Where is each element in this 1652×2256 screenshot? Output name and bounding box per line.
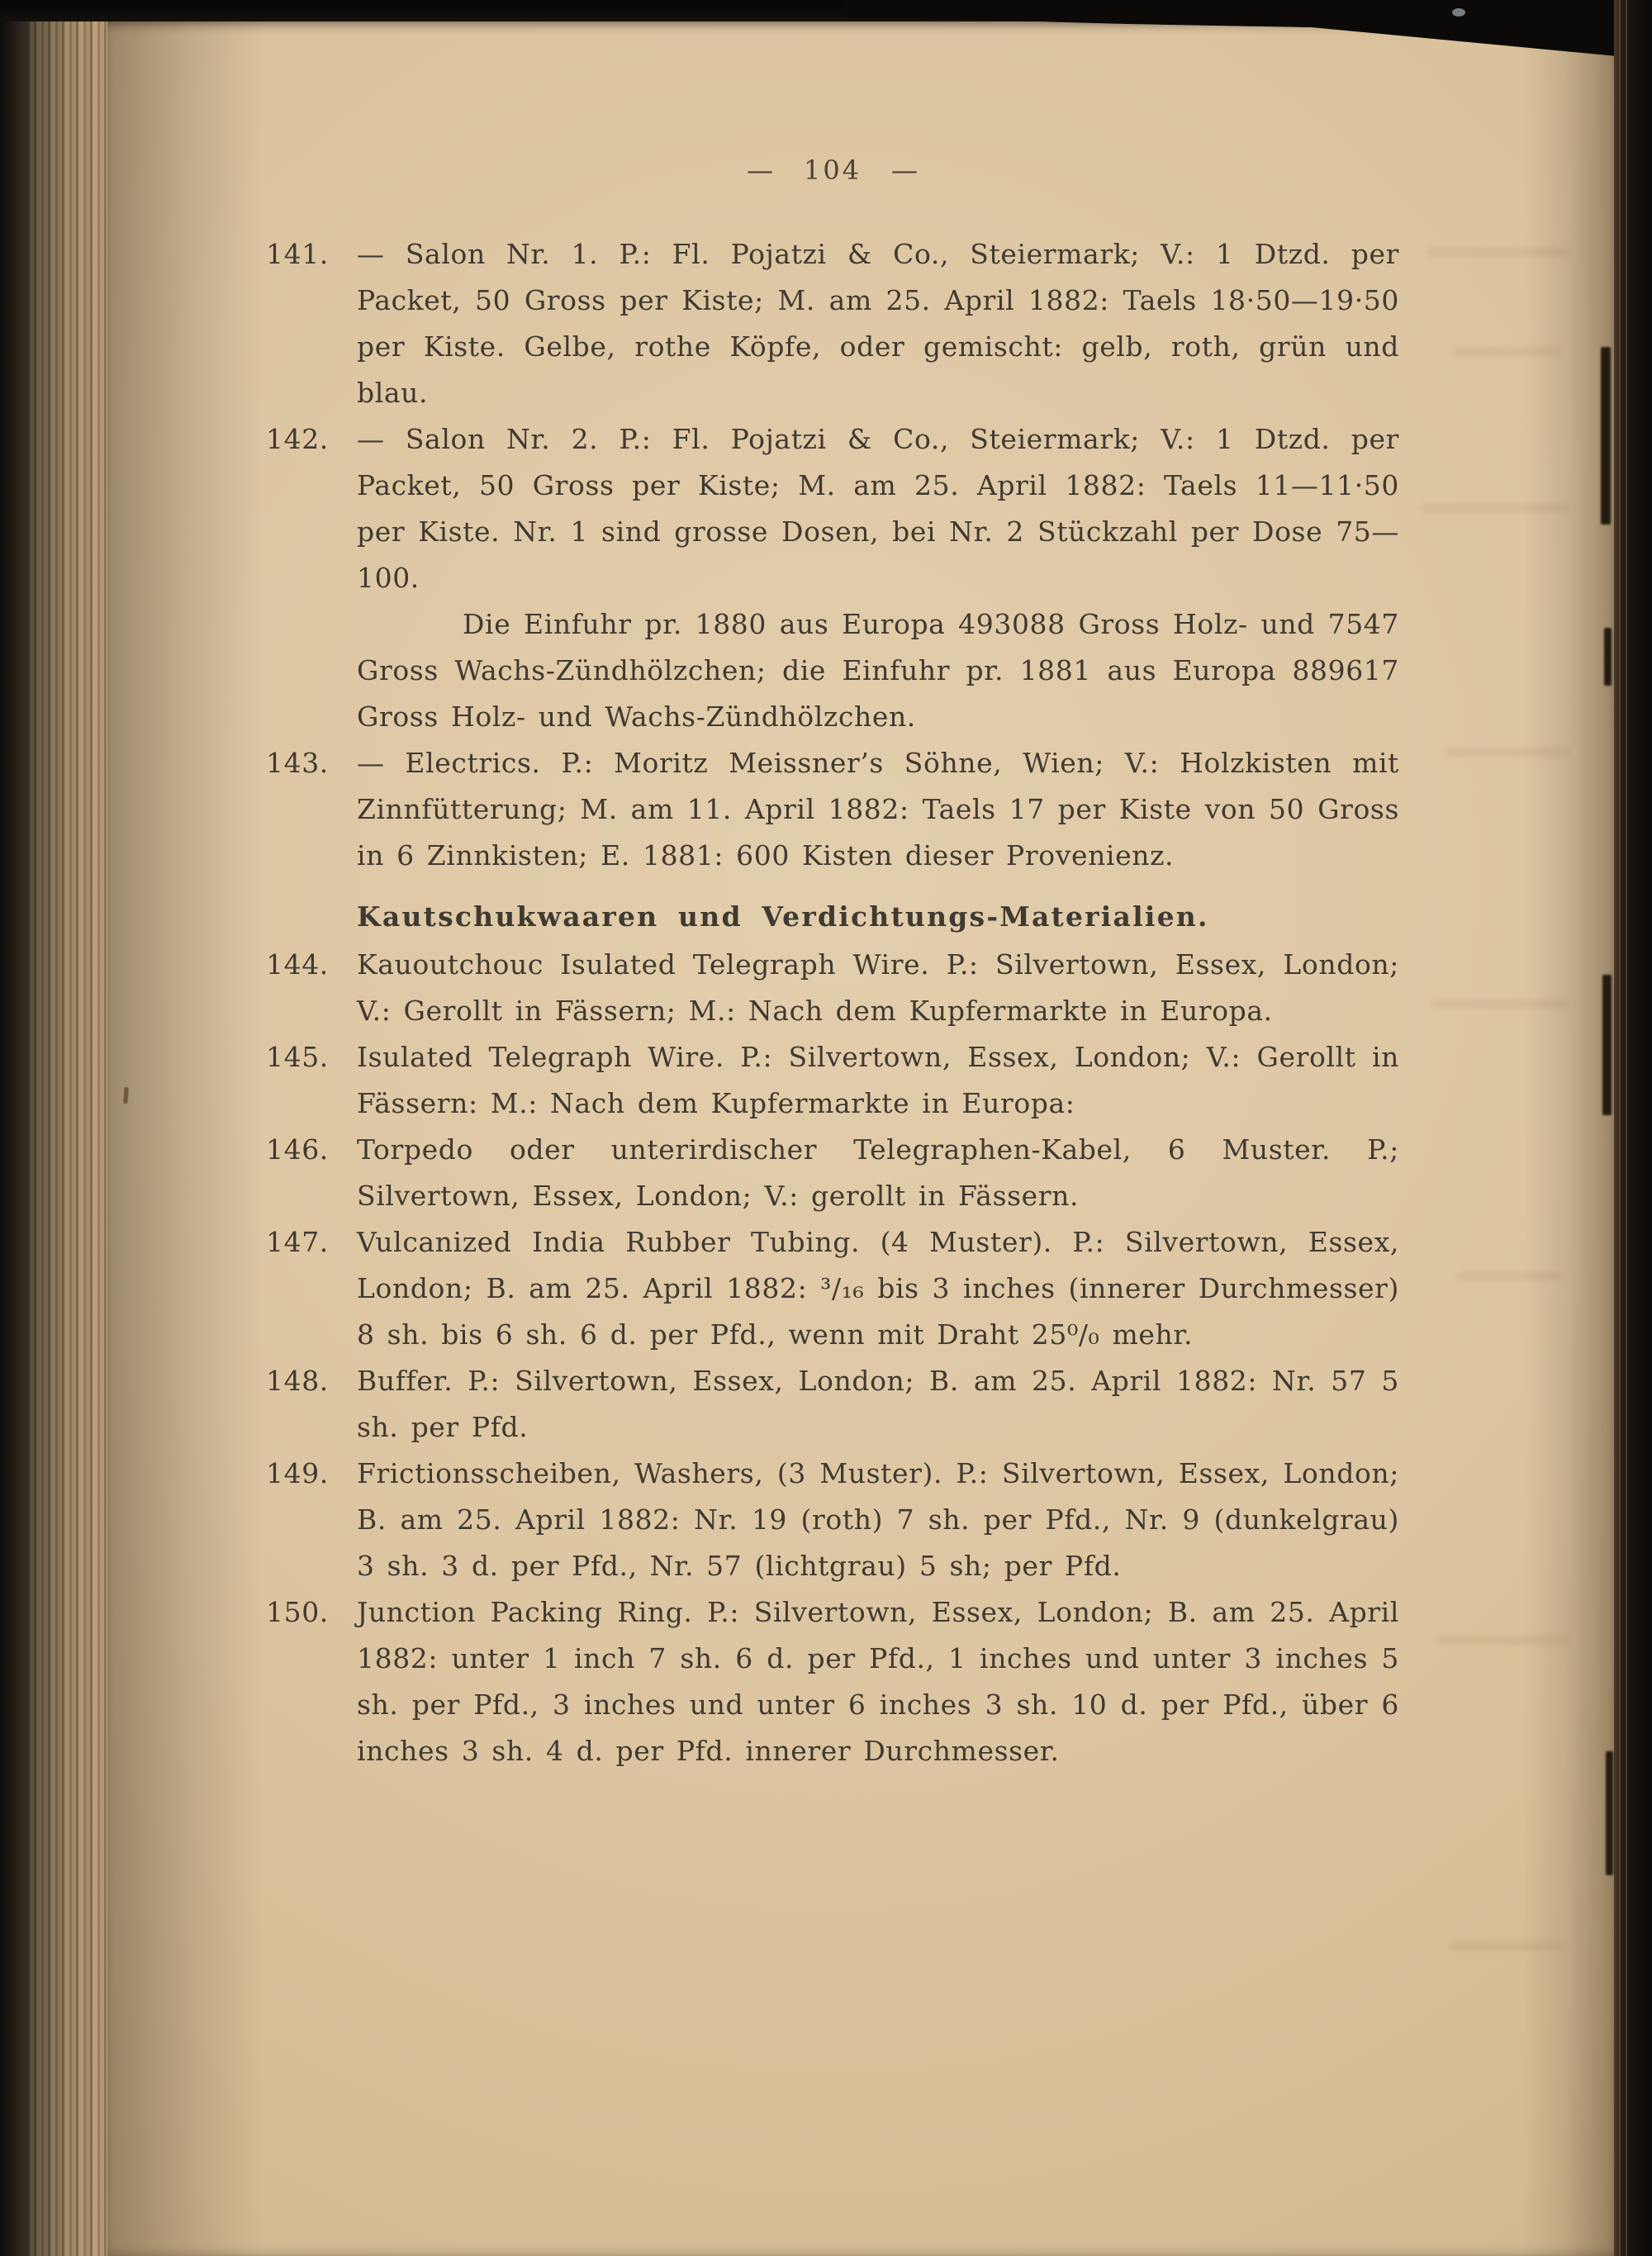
entry-text: Torpedo oder unterirdischer Telegraphen-Kabel, 6 Muster. P.; Silvertown, Essex, London; V.: gerollt in Fässern. xyxy=(357,1133,1399,1212)
bleedthrough-mark xyxy=(1421,504,1569,513)
entry-150 xyxy=(266,1589,1399,1774)
entry-text: Kauoutchouc Isulated Telegraph Wire. P.: Silvertown, Essex, London; V.: Gerollt in Fässern; M.: Nach dem Kupfermarkte in Europa. xyxy=(357,948,1399,1027)
gutter-shadow xyxy=(107,21,264,2256)
import-note: Die Einfuhr pr. 1880 aus Europa 493088 Gross Holz- und 7547 Gross Wachs-Zündhölzchen; die Einfuhr pr. 1881 aus Europa 889617 Gross Holz- und Wachs-Zündhölzchen. xyxy=(357,608,1399,733)
entry-number: 150. xyxy=(266,1596,329,1628)
page-header xyxy=(266,147,1399,193)
entry-number: 145. xyxy=(266,1041,329,1073)
entry-text: Frictionsscheiben, Washers, (3 Muster). P.: Silvertown, Essex, London; B. am 25. April 1882: Nr. 19 (roth) 7 sh. per Pfd., Nr. 9 (dunkelgrau) 3 sh. 3 d. per Pfd., Nr. 57 (lichtgrau) 5 sh; per Pfd. xyxy=(357,1457,1399,1582)
header-dash-left: — xyxy=(746,154,774,186)
entry-text: Vulcanized India Rubber Tubing. (4 Muster). P.: Silvertown, Essex, London; B. am 25. April 1882: ³/₁₆ bis 3 inches (innerer Durchmesser) 8 sh. bis 6 sh. 6 d. per Pfd., wenn mit Draht 25⁰/₀ mehr. xyxy=(357,1226,1399,1351)
bleedthrough-mark xyxy=(1450,1941,1565,1950)
entry-148 xyxy=(266,1358,1399,1451)
bleedthrough-mark xyxy=(1446,748,1569,757)
page-edges-left xyxy=(30,0,107,2256)
bleedthrough-mark xyxy=(1437,1636,1569,1645)
entry-number: 143. xyxy=(266,747,329,779)
entry-146 xyxy=(266,1127,1399,1219)
book-spine-edge xyxy=(0,0,30,2256)
entry-141 xyxy=(266,231,1399,416)
entry-text: — Salon Nr. 1. P.: Fl. Pojatzi & Co., Steiermark; V.: 1 Dtzd. per Packet, 50 Gross per Kiste; M. am 25. April 1882: Taels 18·50—19·50 per Kiste. Gelbe, rothe Köpfe, oder gemischt: gelb, roth, grün und blau. xyxy=(357,238,1399,409)
book-page xyxy=(107,21,1614,2256)
page-content xyxy=(266,21,1399,1774)
entry-text: — Electrics. P.: Moritz Meissner’s Söhne, Wien; V.: Holzkisten mit Zinnfütterung; M. am 11. April 1882: Taels 17 per Kiste von 50 Gross in 6 Zinnkisten; E. 1881: 600 Kisten dieser Provenienz. xyxy=(357,747,1399,872)
page-edges-right xyxy=(1614,0,1652,2256)
cover-speck xyxy=(1452,8,1465,17)
entry-text: Buffer. P.: Silvertown, Essex, London; B. am 25. April 1882: Nr. 57 5 sh. per Pfd. xyxy=(357,1365,1399,1443)
entry-149 xyxy=(266,1451,1399,1589)
entry-145 xyxy=(266,1034,1399,1127)
entry-number: 141. xyxy=(266,238,329,270)
page-edge-stain xyxy=(1604,628,1612,686)
entry-147 xyxy=(266,1219,1399,1358)
entry-number: 142. xyxy=(266,423,329,455)
entry-number: 149. xyxy=(266,1457,329,1489)
page-number: 104 xyxy=(803,154,862,186)
page-edge-stain xyxy=(1601,347,1611,525)
bleedthrough-mark xyxy=(1433,1000,1569,1009)
entry-143 xyxy=(266,740,1399,879)
page-edge-stain xyxy=(1606,1751,1613,1875)
section-heading: Kautschukwaaren und Verdichtungs-Materialien. xyxy=(357,900,1209,933)
entry-144 xyxy=(266,942,1399,1034)
entry-text: — Salon Nr. 2. P.: Fl. Pojatzi & Co., Steiermark; V.: 1 Dtzd. per Packet, 50 Gross per Kiste; M. am 25. April 1882: Taels 11—11·50 per Kiste. Nr. 1 sind grosse Dosen, bei Nr. 2 Stückzahl per Dose 75—100. xyxy=(357,423,1399,594)
header-dash-right: — xyxy=(891,154,919,186)
entry-number: 144. xyxy=(266,948,329,981)
entry-text: Junction Packing Ring. P.: Silvertown, Essex, London; B. am 25. April 1882: unter 1 inch 7 sh. 6 d. per Pfd., 1 inches und unter 3 inches 5 sh. per Pfd., 3 inches und unter 6 inches 3 sh. 10 d. per Pfd., über 6 inches 3 sh. 4 d. per Pfd. innerer Durchmesser. xyxy=(357,1596,1399,1767)
bleedthrough-mark xyxy=(1454,347,1561,356)
bleedthrough-mark xyxy=(1429,248,1569,257)
entry-number: 146. xyxy=(266,1133,329,1166)
entry-142 xyxy=(266,416,1399,601)
page-edge-line xyxy=(1626,0,1627,2256)
page-edge-stain xyxy=(1602,975,1612,1115)
page-edge-line xyxy=(1619,0,1621,2256)
entry-number: 147. xyxy=(266,1226,329,1258)
entry-number: 148. xyxy=(266,1365,329,1397)
bleedthrough-mark xyxy=(1458,1272,1561,1281)
entry-text: Isulated Telegraph Wire. P.: Silvertown, Essex, London; V.: Gerollt in Fässern: M.: Nach dem Kupfermarkte in Europa: xyxy=(357,1041,1399,1119)
